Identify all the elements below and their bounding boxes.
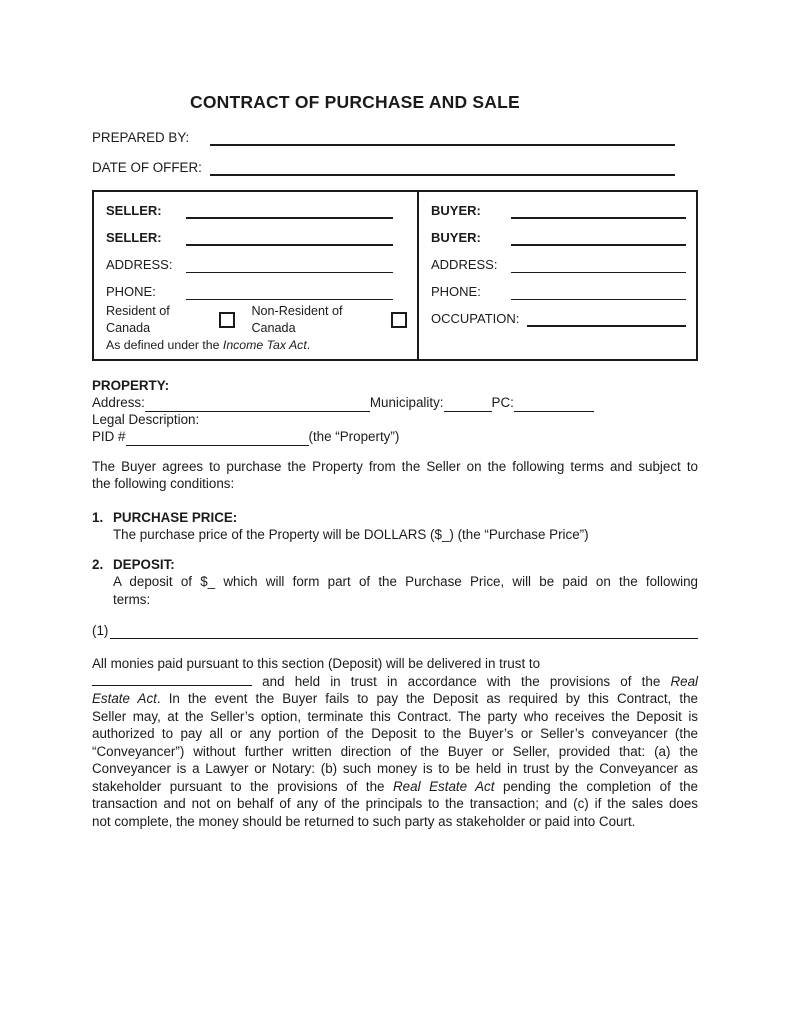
- legal-description-label: Legal Description:: [92, 412, 200, 427]
- buyer-address-row: [431, 257, 686, 273]
- buyer-column: [417, 192, 696, 359]
- buyer-name-line-2[interactable]: [511, 231, 686, 246]
- seller-address-label: ADDRESS:: [106, 256, 173, 272]
- section-purchase-price: [92, 509, 698, 544]
- residency-row: [106, 303, 407, 335]
- deposit-term-1-line[interactable]: [110, 625, 698, 639]
- footnote-prefix: As defined under the: [106, 338, 223, 352]
- seller-phone-label: PHONE:: [106, 283, 156, 299]
- prepared-by-label: PREPARED BY:: [92, 129, 190, 145]
- resident-of-canada-label: Resident of Canada: [106, 303, 170, 335]
- income-tax-act-footnote: [106, 338, 407, 353]
- section-1-number: 1.: [92, 509, 104, 525]
- date-of-offer-row: [92, 160, 698, 176]
- buyer-row-1: [431, 203, 686, 219]
- property-address-row: [92, 395, 698, 412]
- buyer-occupation-line[interactable]: [527, 312, 686, 327]
- pid-row: [92, 429, 698, 446]
- buyer-phone-label: PHONE:: [431, 283, 481, 299]
- buyer-address-line[interactable]: [511, 259, 686, 273]
- seller-row-1: [106, 203, 407, 219]
- seller-phone-row: [106, 284, 407, 300]
- legal-description-row: [92, 412, 698, 429]
- property-address-line[interactable]: [145, 398, 370, 412]
- seller-column: [94, 192, 417, 359]
- seller-phone-line[interactable]: [186, 286, 393, 300]
- deposit-term-1-row: [92, 622, 698, 639]
- resident-checkbox[interactable]: [219, 312, 235, 328]
- document-title: CONTRACT OF PURCHASE AND SALE: [190, 92, 520, 112]
- prepared-by-input-line[interactable]: [210, 130, 675, 146]
- property-municipality-line[interactable]: [444, 398, 492, 412]
- section-deposit: [92, 556, 698, 609]
- seller-address-row: [106, 257, 407, 273]
- seller-name-line-1[interactable]: [186, 204, 393, 219]
- property-heading: PROPERTY:: [92, 378, 170, 393]
- seller-row-2: [106, 230, 407, 246]
- non-resident-checkbox[interactable]: [391, 312, 407, 328]
- buyer-phone-row: [431, 284, 686, 300]
- purchase-price-heading: PURCHASE PRICE:: [113, 509, 238, 525]
- seller-label-1: SELLER:: [106, 202, 162, 218]
- date-of-offer-label: DATE OF OFFER:: [92, 159, 202, 175]
- seller-label-2: SELLER:: [106, 229, 162, 245]
- buyer-address-label: ADDRESS:: [431, 256, 498, 272]
- footnote-suffix: .: [306, 338, 311, 352]
- deposit-term-1-label: (1): [92, 622, 109, 638]
- intro-paragraph: The Buyer agrees to purchase the Property from the Seller on the following terms and subject to the following conditions:: [92, 458, 698, 491]
- pid-suffix: (the “Property”): [308, 429, 400, 444]
- date-of-offer-input-line[interactable]: [210, 160, 675, 176]
- seller-address-line[interactable]: [186, 259, 393, 273]
- pid-label: PID #: [92, 429, 126, 444]
- parties-box: [92, 190, 698, 361]
- buyer-phone-line[interactable]: [511, 286, 686, 300]
- fill-in-blank-line[interactable]: [92, 673, 252, 686]
- property-pc-label: PC:: [491, 395, 514, 410]
- buyer-occupation-row: [431, 311, 686, 327]
- buyer-label-1: BUYER:: [431, 202, 481, 218]
- section-2-body: [113, 556, 698, 609]
- property-municipality-label: Municipality:: [369, 395, 444, 410]
- seller-name-line-2[interactable]: [186, 231, 393, 246]
- prepared-by-row: [92, 130, 698, 146]
- property-address-label: Address:: [92, 395, 145, 410]
- footnote-act-name: Income Tax Act: [222, 338, 307, 352]
- buyer-row-2: [431, 230, 686, 246]
- purchase-price-text: The purchase price of the Property will be DOLLARS ($_) (the “Purchase Price”): [113, 527, 589, 542]
- property-pc-line[interactable]: [514, 398, 594, 412]
- buyer-occupation-label: OCCUPATION:: [431, 310, 520, 326]
- section-2-number: 2.: [92, 556, 104, 572]
- pid-line[interactable]: [126, 432, 309, 446]
- deposit-text: A deposit of $_ which will form part of the Purchase Price, will be paid on the following terms:: [113, 574, 698, 607]
- section-1-body: [113, 509, 698, 544]
- buyer-name-line-1[interactable]: [511, 204, 686, 219]
- non-resident-of-canada-label: Non-Resident of Canada: [251, 303, 343, 335]
- buyer-label-2: BUYER:: [431, 229, 481, 245]
- deposit-trust-paragraph: All monies paid pursuant to this section (Deposit) will be delivered in trust to and held in trust in accordance with the provisions of the Real Estate Act. In the event the Buyer fails to pay the Deposit as required by this Contract, the Seller may, at the Seller’s option, terminate this Contract. The party who receives the Deposit is authorized to pay all or any portion of the Deposit to the Buyer’s or Seller’s conveyancer (the “Conveyancer”) without further written direction of the Buyer or Seller, provided that: (a) the Conveyancer is a Lawyer or Notary: (b) such money is to be held in trust by the Conveyancer as stakeholder pursuant to the provisions of the Real Estate Act pending the completion of the transaction and not on behalf of any of the principals to the transaction; and (c) if the sales does not complete, the money should be returned to such party as stakeholder or paid into Court.: [92, 656, 699, 829]
- deposit-heading: DEPOSIT:: [113, 556, 175, 572]
